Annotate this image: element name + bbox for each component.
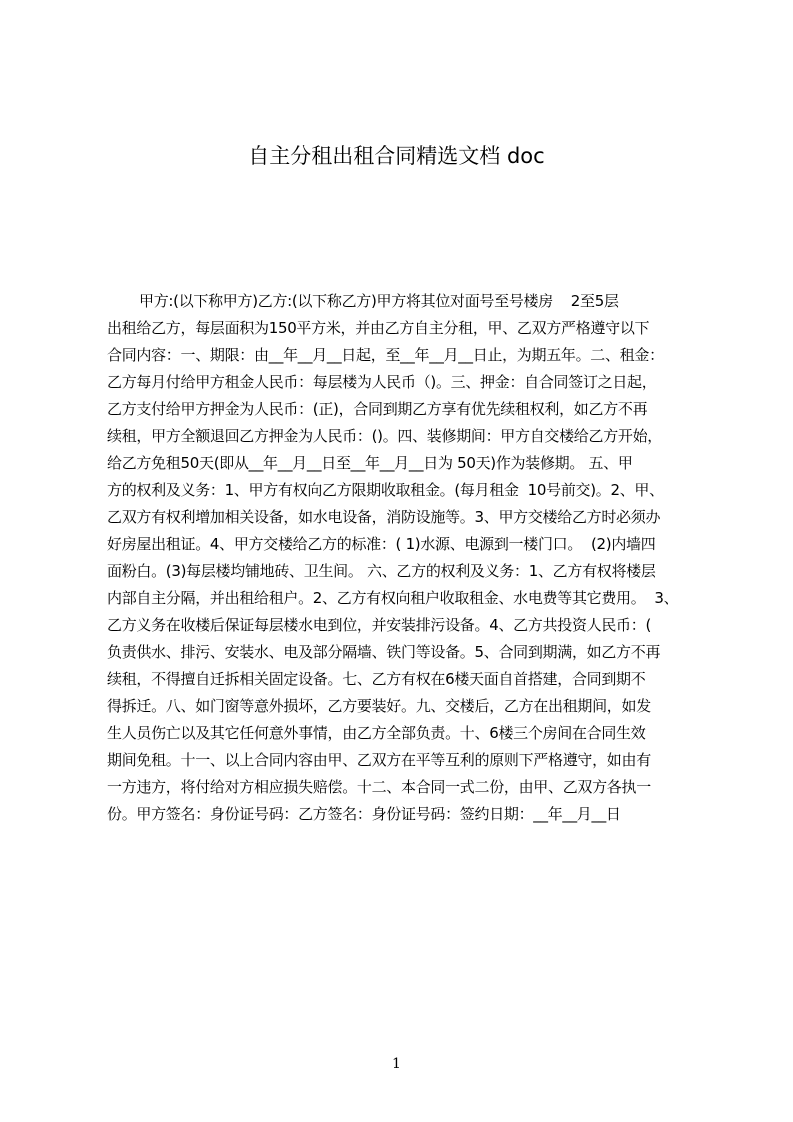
body-line: 给乙方免租50天(即从__年__月__日至__年__月__日为 50天)作为装修期。 五、甲	[107, 454, 633, 472]
body-line: 负责供水、排污、安装水、电及部分隔墙、铁门等设备。5、合同到期满，如乙方不再	[107, 643, 661, 661]
body-line: 续租，不得擅自迁拆相关固定设备。七、乙方有权在6楼天面自首搭建，合同到期不	[107, 670, 646, 688]
body-line: 期间免租。十一、以上合同内容由甲、乙双方在平等互利的原则下严格遵守，如由有	[107, 751, 651, 769]
body-line: 甲方:(以下称甲方)乙方:(以下称乙方)甲方将其位对面号至号楼房 2至5层	[139, 292, 619, 310]
body-line: 方的权利及义务：1、甲方有权向乙方限期收取租金。(每月租金 10号前交)。2、甲、	[107, 481, 664, 499]
document-title: 自主分租出租合同精选文档 doc	[248, 144, 545, 168]
body-line: 生人员伤亡以及其它任何意外事情，由乙方全部负责。十、6楼三个房间在合同生效	[107, 724, 646, 742]
body-line: 合同内容：一、期限：由__年__月__日起，至__年__月__日止，为期五年。二、租金：	[107, 346, 664, 364]
body-line: 乙方义务在收楼后保证每层楼水电到位，并安装排污设备。4、乙方共投资人民币：(	[107, 616, 651, 634]
body-line: 乙双方有权利增加相关设备，如水电设备，消防设施等。3、甲方交楼给乙方时必须办	[107, 508, 661, 526]
contract-body	[107, 288, 697, 828]
body-line: 好房屋出租证。4、甲方交楼给乙方的标准：( 1)水源、电源到一楼门口。 (2)内墙四	[107, 535, 656, 553]
body-line: 续租，甲方全额退回乙方押金为人民币：()。四、装修期间：甲方自交楼给乙方开始，	[107, 427, 663, 445]
body-line: 得拆迁。八、如门窗等意外损坏，乙方要装好。九、交楼后，乙方在出租期间，如发	[107, 697, 651, 715]
body-line: 面粉白。(3)每层楼均铺地砖、卫生间。 六、乙方的权利及义务：1、乙方有权将楼层	[107, 562, 656, 580]
body-line: 一方违方，将付给对方相应损失赔偿。十二、本合同一式二份，由甲、乙双方各执一	[107, 778, 651, 796]
body-line: 乙方每月付给甲方租金人民币：每层楼为人民币（)。三、押金：自合同签订之日起，	[107, 373, 657, 391]
body-line: 出租给乙方，每层面积为150平方米，并由乙方自主分租，甲、乙双方严格遵守以下	[107, 319, 650, 337]
body-line: 份。甲方签名：身份证号码：乙方签名：身份证号码：签约日期：__年__月__日	[107, 805, 621, 823]
page-number: 1	[392, 1056, 401, 1072]
body-line: 乙方支付给甲方押金为人民币：(正)，合同到期乙方享有优先续租权利，如乙方不再	[107, 400, 648, 418]
body-line: 内部自主分隔，并出租给租户。2、乙方有权向租户收取租金、水电费等其它费用。 3、	[107, 589, 679, 607]
